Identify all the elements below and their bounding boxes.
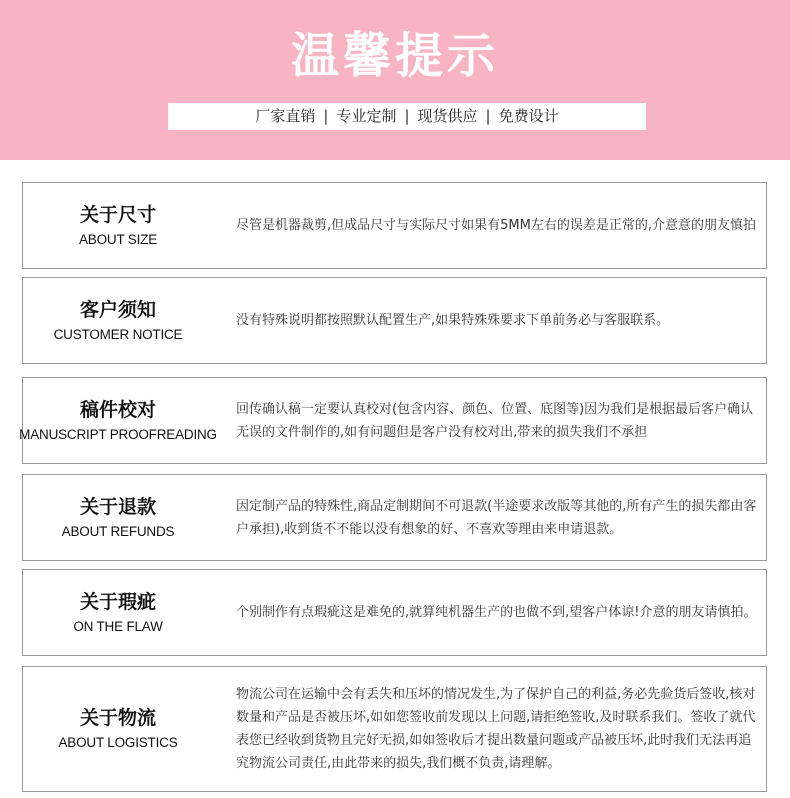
notice-card-refunds [22, 474, 767, 561]
card-text-content: 个别制作有点瑕疵这是难免的,就算纯机器生产的也做不到,望客户体谅!介意的朋友请慎拍。 [236, 605, 757, 620]
card-heading [23, 667, 213, 791]
card-title: 稿件校对 [79, 398, 156, 421]
card-text [236, 378, 758, 463]
tag-item: 免费设计 [498, 107, 559, 125]
notice-card-size [22, 182, 767, 269]
header-banner [0, 0, 790, 160]
card-title: 关于退款 [79, 495, 156, 518]
card-heading [23, 183, 213, 268]
card-text [236, 278, 758, 363]
notice-card-logistics [22, 666, 767, 792]
tag-separator: | [404, 107, 410, 125]
tag-item: 现货供应 [417, 107, 478, 125]
card-heading [23, 570, 213, 655]
card-text-content: 因定制产品的特殊性,商品定制期间不可退款(半途要求改版等其他的,所有产生的损失都由客户承担),收到货不不能以没有想象的好、不喜欢等理由来申请退款。 [236, 498, 757, 537]
card-title: 关于物流 [79, 707, 156, 729]
tag-bar [168, 103, 646, 130]
notice-card-proofreading [19, 377, 767, 464]
banner-title: 温馨提示 [290, 28, 499, 84]
card-text-content: 没有特殊说明都按照默认配置生产,如果特殊殊要求下单前务必与客服联系。 [236, 313, 670, 328]
card-heading [23, 278, 213, 363]
zigzag-edge [0, 138, 790, 162]
card-subtitle: CUSTOMER NOTICE [53, 326, 183, 342]
tag-item: 厂家直销 [255, 107, 316, 125]
card-text-content: 尽管是机器裁剪,但成品尺寸与实际尺寸如果有5MM左右的误差是正常的,介意意的朋友慎拍 [236, 218, 756, 233]
card-title: 关于尺寸 [79, 203, 156, 226]
card-text [236, 570, 758, 655]
card-subtitle: MANUSCRIPT PROOFREADING [19, 426, 217, 442]
card-title: 关于瑕疵 [79, 590, 156, 613]
card-subtitle: ABOUT REFUNDS [61, 523, 175, 539]
card-subtitle: ABOUT SIZE [78, 231, 158, 247]
card-subtitle: ON THE FLAW [73, 618, 163, 634]
tag-separator: | [323, 107, 329, 125]
card-text-content: 回传确认稿一定要认真校对(包含内容、颜色、位置、底图等)因为我们是根据最后客户确认无误的文件制作的,如有问题但是客户没有校对出,带来的损失我们不承担 [236, 401, 754, 440]
card-subtitle: ABOUT LOGISTICS [58, 735, 178, 750]
card-heading [23, 475, 213, 560]
card-text [236, 475, 758, 560]
tag-item: 专业定制 [336, 107, 397, 125]
card-text [236, 667, 758, 791]
card-text-content: 物流公司在运输中会有丢失和压坏的情况发生,为了保护自己的利益,务必先验货后签收,核对数量和产品是否被压坏,如如您签收前发现以上问题,请拒绝签收,及时联系我们。签收了就代表您已经收到货物且完好无损,如如签收后才提出数量问题或产品被压坏,此时我们无法再追究物流公司责任,由此带来的损失,我们概不负责,请理解。 [236, 687, 756, 771]
card-title: 客户须知 [79, 298, 156, 321]
card-text [236, 183, 758, 268]
tag-separator: | [485, 107, 491, 125]
notice-card-customer [22, 277, 767, 364]
notice-card-flaw [22, 569, 767, 656]
card-heading [19, 378, 217, 463]
